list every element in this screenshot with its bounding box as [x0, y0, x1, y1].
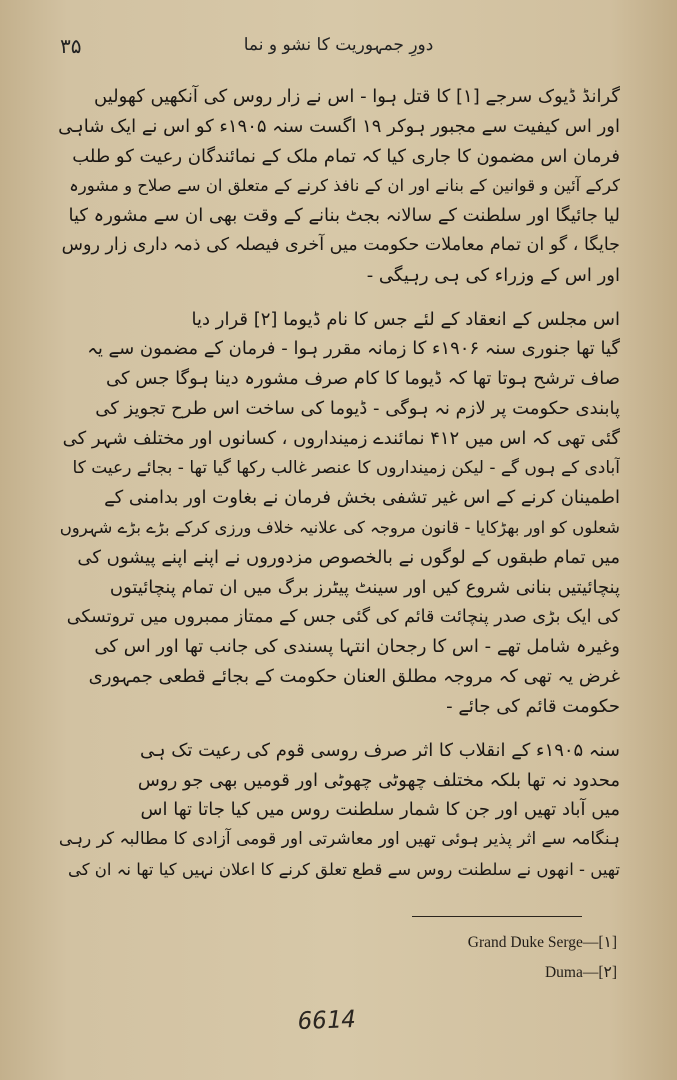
text-line: لیا جائیگا اور سلطنت کے سالانہ بجٹ بنانے کے وقت بھی ان سے مشورہ کیا	[68, 205, 620, 227]
text-line: غرض یہ تھی کہ مروجہ مطلق العنان حکومت کے بجائے قطعی جمہوری	[88, 666, 620, 688]
text-line: کرکے آئین و قوانین کے بنانے اور ان کے نافذ کرنے کے متعلق ان سے صلاح و مشورہ	[69, 176, 620, 196]
text-line: گیا تھا جنوری سنہ ۱۹۰۶ء کا زمانہ مقرر ہوا - فرمان کے مضمون سے یہ	[87, 338, 620, 360]
footnote-2: Duma—[۲]	[544, 964, 617, 981]
text-line: پابندی حکومت پر لازم نہ ہوگی - ڈیوما کی ساخت اس طرح تجویز کی	[95, 397, 620, 419]
text-line: آبادی کے ہوں گے - لیکن زمینداروں کا عنصر غالب رکھا گیا تھا - بجائے رعیت کا	[72, 457, 620, 478]
paragraph-2	[58, 305, 620, 722]
text-line: تھیں - انھوں نے سلطنت روس سے قطع تعلق کرنے کا اعلان نہیں کیا تھا نہ ان کی	[67, 859, 620, 879]
text-line: کی ایک بڑی صدر پنچائت قائم کی گئی جس کے ممتاز ممبروں میں تروتسکی	[66, 606, 620, 627]
text-line: اطمینان کرنے کے اس غیر تشفی بخش فرمان نے بغاوت اور بدامنی کے	[104, 487, 620, 509]
text-line: محدود نہ تھا بلکہ مختلف چھوٹی چھوٹی اور قومیں بھی جو روس	[137, 769, 620, 791]
text-line: اس مجلس کے انعقاد کے لئے جس کا نام ڈیوما [۲] قرار دیا	[191, 308, 620, 330]
page-header	[40, 30, 637, 70]
text-line: جایگا ، گو ان تمام معاملات حکومت میں آخری فیصلہ کی ذمہ داری زار روس	[61, 234, 620, 255]
text-line: حکومت قائم کی جائے -	[446, 695, 620, 717]
text-line: شعلوں کو اور بھڑکایا - قانون مروجہ کی علانیہ خلاف ورزی کرکے بڑے بڑے شہروں	[59, 518, 620, 538]
page-number: ۳۵	[60, 34, 82, 58]
footnote-1: Grand Duke Serge—[۱]	[467, 934, 617, 951]
text-line: گئی تھی کہ اس میں ۴۱۲ نمائندے زمینداروں ، کسانوں اور مختلف شہر کی	[62, 427, 620, 449]
text-line: اور اس کیفیت سے مجبور ہوکر ۱۹ اگست سنہ ۱۹۰۵ء کو اس نے ایک شاہی	[58, 115, 620, 137]
body-text	[58, 82, 620, 885]
running-title: دورِ جمہوریت کا نشو و نما	[243, 35, 434, 55]
text-line: سنہ ۱۹۰۵ء کے انقلاب کا اثر صرف روسی قوم کی رعیت تک ہی	[140, 739, 620, 761]
text-line: میں تمام طبقوں کے لوگوں نے بالخصوص مزدوروں نے اپنے اپنے پیشوں کی	[77, 546, 620, 568]
text-line: گرانڈ ڈیوک سرجے [۱] کا قتل ہوا - اس نے زار روس کی آنکھیں کھولیں	[94, 86, 620, 107]
text-line: ہنگامہ سے اثر پذیر ہوئی تھیں اور معاشرتی اور قومی آزادی کا مطالبہ کر رہی	[58, 829, 620, 850]
paragraph-1	[58, 82, 620, 291]
text-line: وغیرہ شامل تھے - اس کا رجحان انتہا پسندی کی جانب تھا اور اس کی	[94, 636, 620, 658]
text-line: فرمان اس مضمون کا جاری کیا کہ تمام ملک کے نمائندگان رعیت کو طلب	[72, 145, 620, 167]
text-line: پنچائیتیں بنانی شروع کیں اور سینٹ پیٹرز برگ میں ان تمام پنچائیتوں	[109, 576, 620, 598]
text-line: صاف ترشح ہوتا تھا کہ ڈیوما کا کام صرف مشورہ دینا ہوگا جس کی	[105, 368, 620, 390]
paragraph-3	[58, 736, 620, 885]
handwritten-number: 6614	[297, 1005, 357, 1035]
text-line: میں آباد تھیں اور جن کا شمار سلطنت روس میں کیا جاتا تھا اس	[140, 799, 620, 821]
footnote-divider	[412, 916, 582, 917]
text-line: اور اس کے وزراء کی ہی رہیگی -	[366, 264, 620, 286]
footnotes	[468, 928, 617, 988]
